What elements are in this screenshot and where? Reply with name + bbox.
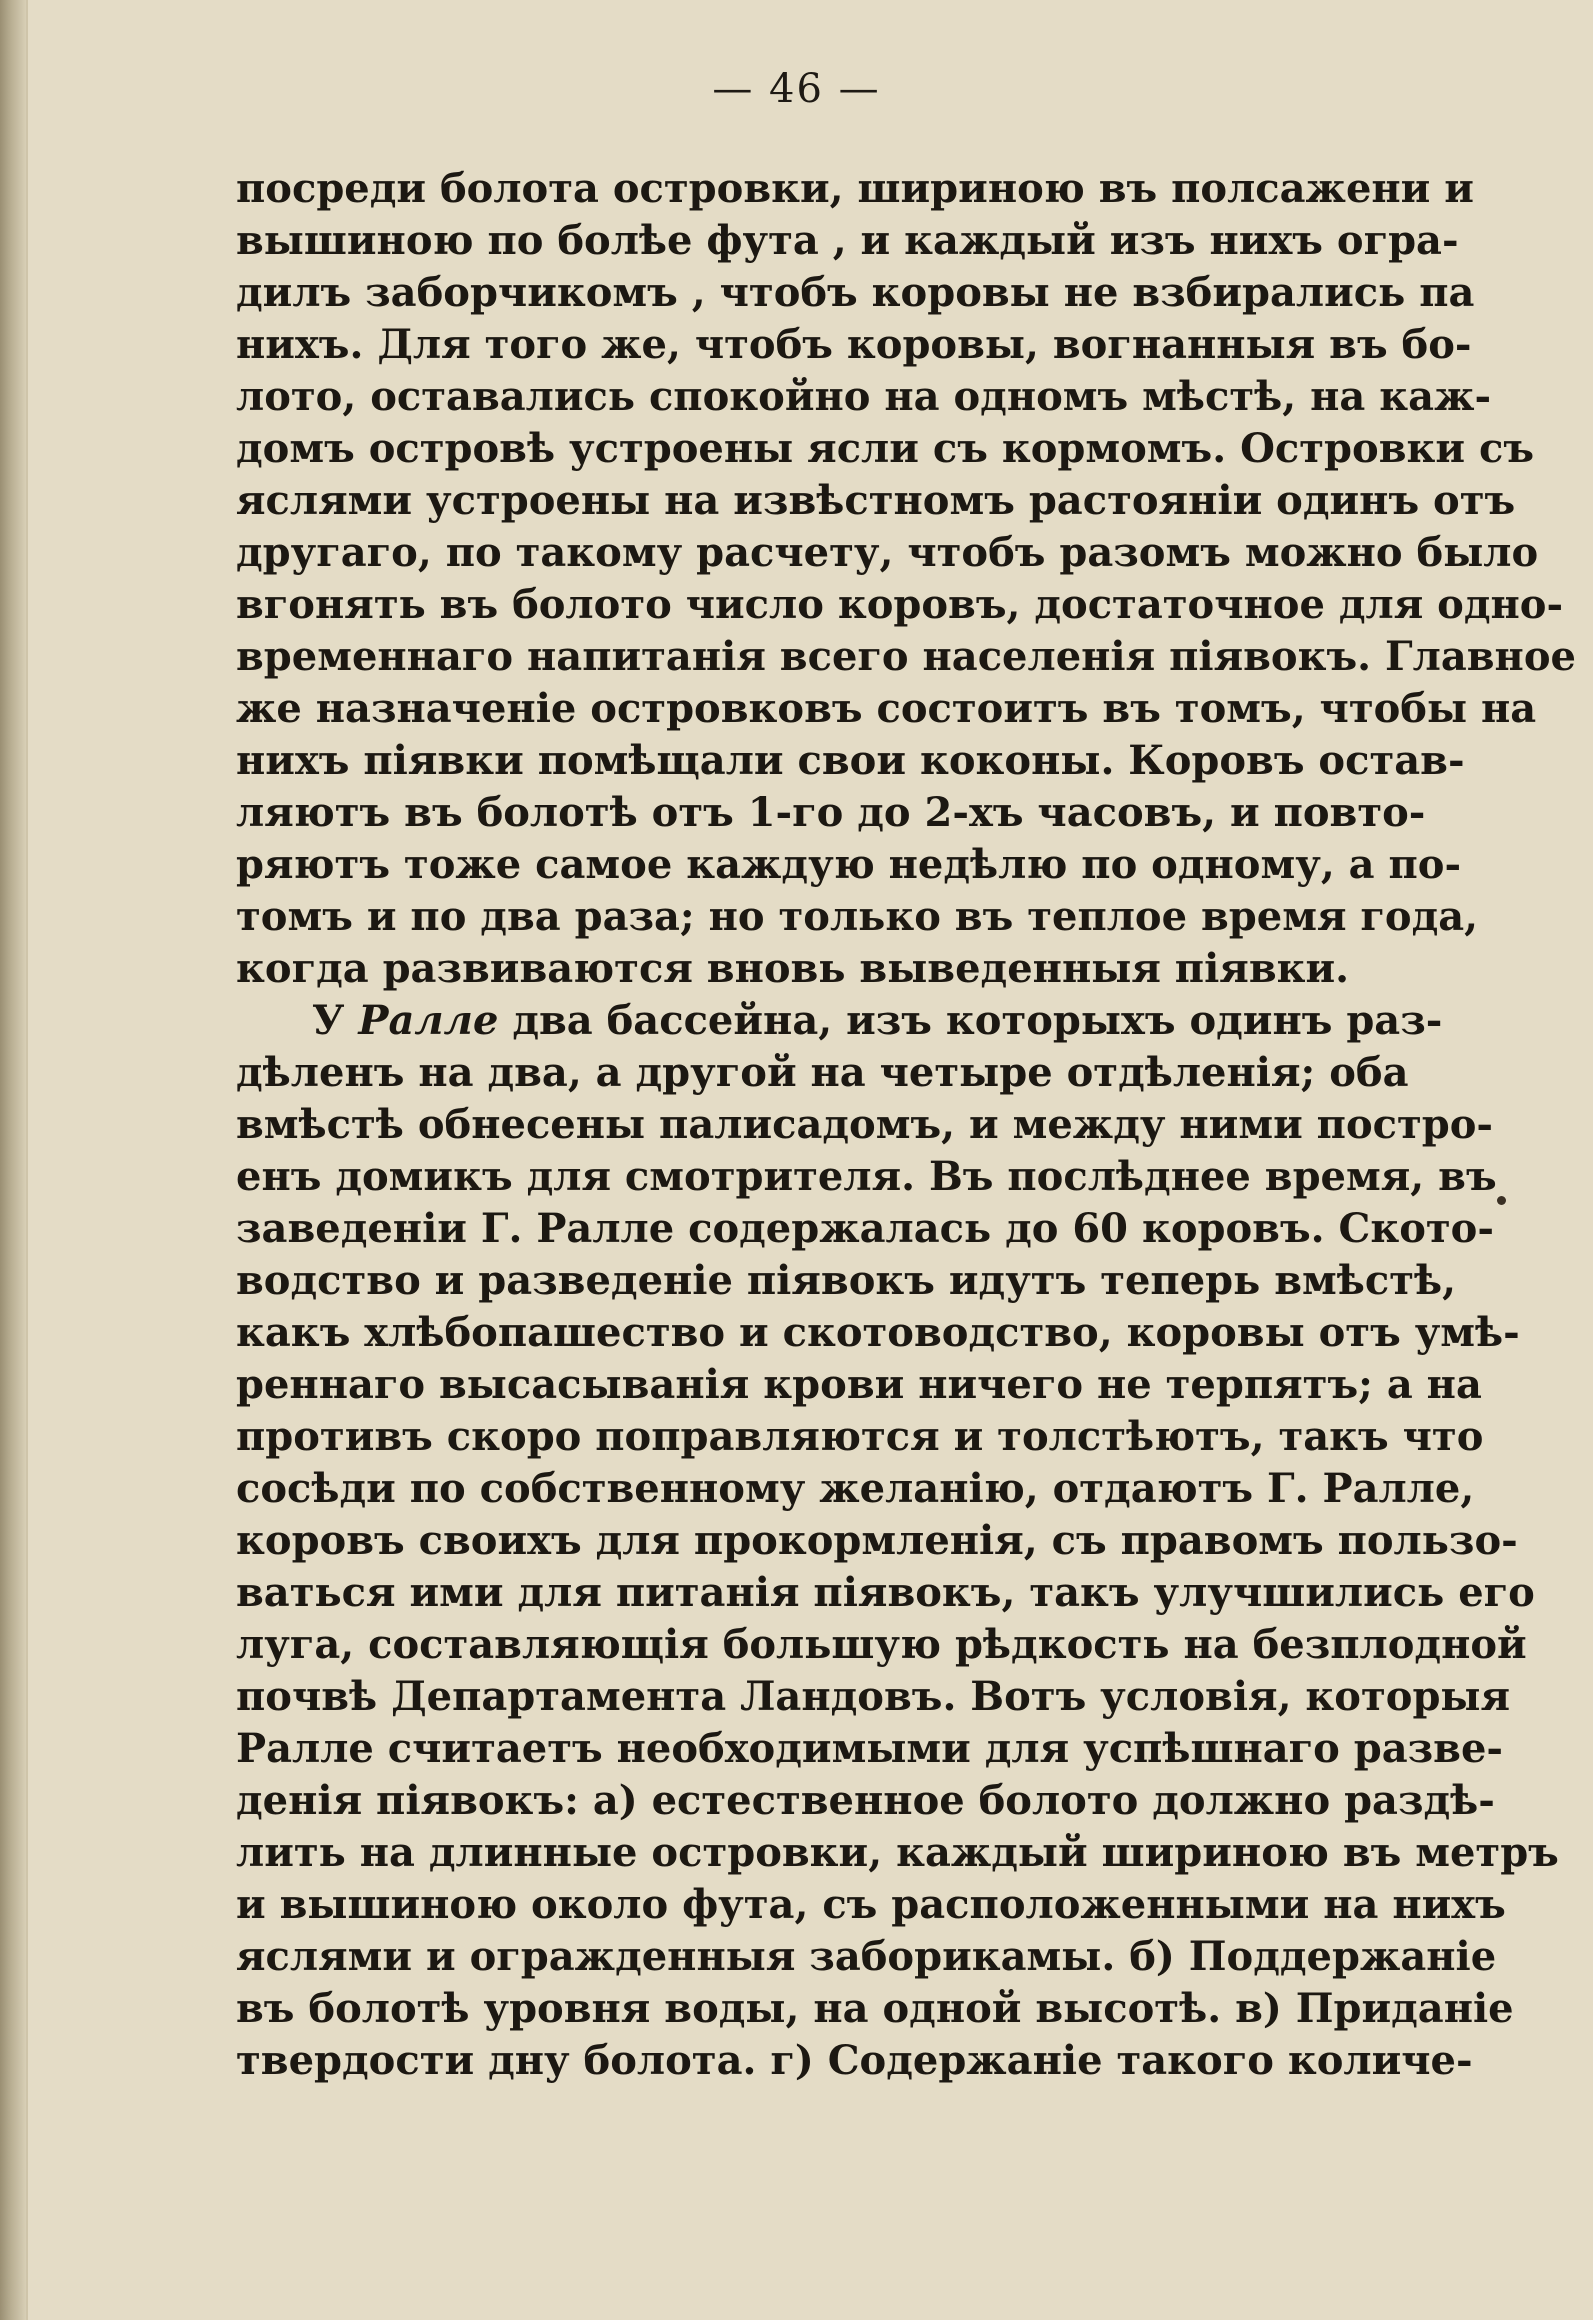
text-line: почвѣ Департамента Ландовъ. Вотъ условія, которыя <box>236 1673 1511 1720</box>
text-line: сосѣди по собственному желанію, отдаютъ Г. Ралле, <box>236 1465 1475 1512</box>
text-line: и вышиною около фута, съ расположенными на нихъ <box>236 1881 1506 1928</box>
text-line: нихъ. Для того же, чтобъ коровы, вогнанныя въ бо- <box>236 321 1472 368</box>
text-line: ваться ими для питанія піявокъ, такъ улучшились его <box>236 1569 1535 1616</box>
text-line: какъ хлѣбопашество и скотоводство, коровы отъ умѣ- <box>236 1309 1520 1356</box>
text-line: ляютъ въ болотѣ отъ 1-го до 2-хъ часовъ, и повто- <box>236 789 1426 836</box>
page-gutter-shadow <box>0 0 26 2320</box>
text-line: денія піявокъ: а) естественное болото должно раздѣ- <box>236 1777 1495 1824</box>
text-line: другаго, по такому расчету, чтобъ разомъ можно было <box>236 529 1539 576</box>
text-line: енъ домикъ для смотрителя. Въ послѣднее время, въ <box>236 1153 1497 1200</box>
text-line: томъ и по два раза; но только въ теплое время года, <box>236 893 1479 940</box>
text-line: противъ скоро поправляются и толстѣютъ, такъ что <box>236 1413 1484 1460</box>
text-line: яслями устроены на извѣстномъ растояніи одинъ отъ <box>236 477 1516 524</box>
paragraph-first-line <box>236 995 1443 1047</box>
text-line: дилъ заборчикомъ , чтобъ коровы не взбирались па <box>236 269 1475 316</box>
text-line: вышиною по болѣе фута , и каждый изъ нихъ огра- <box>236 217 1459 264</box>
text-line: дѣленъ на два, а другой на четыре отдѣленія; оба <box>236 1049 1409 1096</box>
ink-speck <box>1497 1196 1506 1205</box>
text-line: въ болотѣ уровня воды, на одной высотѣ. в) Приданіе <box>236 1985 1514 2032</box>
text-line: лить на длинные островки, каждый шириною въ метръ <box>236 1829 1559 1876</box>
page-edge-line <box>26 0 28 2320</box>
page-number: — 46 — <box>712 66 881 112</box>
text-line: коровъ своихъ для прокормленія, съ правомъ пользо- <box>236 1517 1518 1564</box>
text-line: когда развиваются вновь выведенныя піявки. <box>236 945 1350 992</box>
text-line: твердости дну болота. г) Содержаніе такого количе- <box>236 2037 1473 2084</box>
text-line: реннаго высасыванія крови ничего не терпятъ; а на <box>236 1361 1482 1408</box>
text-line: вмѣстѣ обнесены палисадомъ, и между ними постро- <box>236 1101 1494 1148</box>
text-line: водство и разведеніе піявокъ идутъ теперь вмѣстѣ, <box>236 1257 1457 1304</box>
text-line: посреди болота островки, шириною въ полсажени и <box>236 165 1474 212</box>
italic-name-ralle: Ралле <box>358 997 499 1044</box>
text-line: домъ островѣ устроены ясли съ кормомъ. Островки съ <box>236 425 1535 472</box>
text-line: ряютъ тоже самое каждую недѣлю по одному, а по- <box>236 841 1462 888</box>
text-line: же назначеніе островковъ состоитъ въ томъ, чтобы на <box>236 685 1537 732</box>
paragraph-first-line-rest: два бассейна, изъ которыхъ одинъ раз- <box>498 997 1443 1044</box>
text-line: лото, оставались спокойно на одномъ мѣстѣ, на каж- <box>236 373 1492 420</box>
text-line: луга, составляющія большую рѣдкость на безплодной <box>236 1621 1527 1668</box>
text-line: вгонять въ болото число коровъ, достаточное для одно- <box>236 581 1564 628</box>
text-line: Ралле считаетъ необходимыми для успѣшнаго разве- <box>236 1725 1504 1772</box>
text-line: временнаго напитанія всего населенія піявокъ. Главное <box>236 633 1576 680</box>
paragraph-prefix: У <box>312 997 359 1044</box>
text-line: заведеніи Г. Ралле содержалась до 60 коровъ. Ското- <box>236 1205 1494 1252</box>
body-text <box>236 163 1576 2087</box>
text-line: яслями и огражденныя заборикамы. б) Поддержаніе <box>236 1933 1497 1980</box>
text-line: нихъ піявки помѣщали свои коконы. Коровъ остав- <box>236 737 1465 784</box>
